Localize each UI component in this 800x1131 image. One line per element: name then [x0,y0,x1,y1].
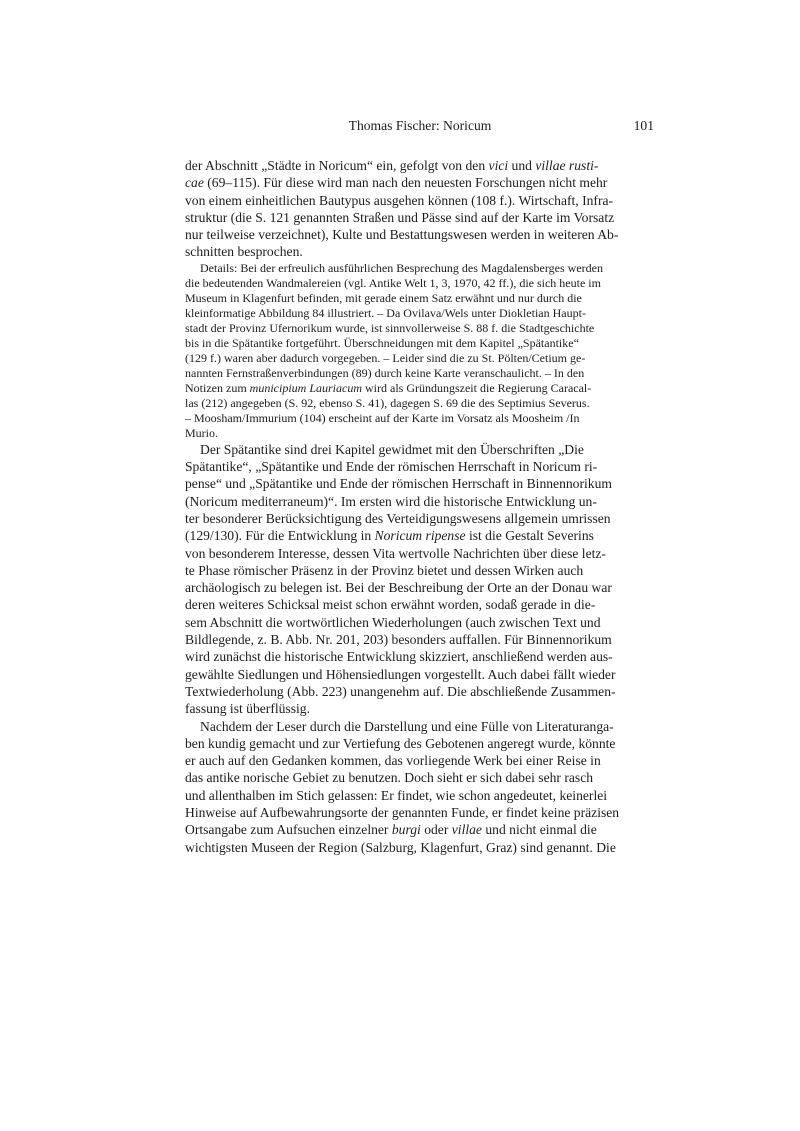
text-line: Bildlegende, z. B. Abb. Nr. 201, 203) besonders auffallen. Für Binnennorikum [185,632,612,648]
text-line: cae (69–115). Für diese wird man nach den neuesten Forschungen nicht mehr [185,175,608,191]
text-line: und allenthalben im Stich gelassen: Er findet, wie schon angedeutet, keinerlei [185,787,608,803]
paragraph [185,157,655,261]
text-line: (Noricum mediterraneum)“. Im ersten wird die historische Entwicklung un- [185,493,597,509]
text-line: Details: Bei der erfreulich ausführlichen Besprechung des Magdalensberges werden [200,260,603,275]
text-line: Der Spätantike sind drei Kapitel gewidmet mit den Überschriften „Die [200,441,584,457]
text-line: wichtigsten Museen der Region (Salzburg, Klagenfurt, Graz) sind genannt. Die [185,839,616,855]
text-line: nur teilweise verzeichnet), Kulte und Bestattungswesen werden in weiteren Ab- [185,227,619,243]
text-line: von besonderem Interesse, dessen Vita wertvolle Nachrichten über diese letz- [185,545,606,561]
running-head-title: Thomas Fischer: Noricum [348,118,492,133]
text-line: ter besonderer Berücksichtigung des Verteidigungswesens allgemein umrissen [185,510,611,526]
text-line: las (212) angegeben (S. 92, ebenso S. 41), dagegen S. 69 die des Septimius Severus. [185,395,590,410]
text-line: Notizen zum municipium Lauriacum wird als Gründungszeit die Regierung Caracal- [185,380,592,395]
text-line: der Abschnitt „Städte in Noricum“ ein, gefolgt von den vici und villae rusti- [185,158,599,173]
text-line: – Moosham/Immurium (104) erscheint auf der Karte im Vorsatz als Moosheim /In [185,410,580,425]
text-line: bis in die Spätantike fortgeführt. Überschneidungen mit dem Kapitel „Spätantike“ [185,335,579,350]
text-line: Textwiederholung (Abb. 223) unangenehm auf. Die abschließende Zusammen- [185,683,616,699]
text-line: Museum in Klagenfurt befinden, mit gerade einem Satz erwähnt und nur durch die [185,290,582,305]
text-block [185,157,655,856]
paragraph [185,441,655,718]
text-line: te Phase römischer Präsenz in der Provinz bietet und dessen Wirken auch [185,562,584,578]
text-line: Spätantike“, „Spätantike und Ende der römischen Herrschaft in Noricum ri- [185,459,598,475]
text-line: stadt der Provinz Ufernorikum wurde, ist sinnvollerweise S. 88 f. die Stadtgeschichte [185,320,595,335]
text-line: Murio. [185,425,218,440]
text-line: struktur (die S. 121 genannten Straßen und Pässe sind auf der Karte im Vorsatz [185,209,615,225]
paragraph [185,718,655,856]
text-line: das antike norische Gebiet zu benutzen. Doch sieht er sich dabei sehr rasch [185,770,594,786]
text-line: schnitten besprochen. [185,244,303,260]
page-number: 101 [633,118,654,133]
text-line: er auch auf den Gedanken kommen, das vorliegende Werk bei einer Reise in [185,753,601,769]
text-line: sem Abschnitt die wortwörtlichen Wiederholungen (auch zwischen Text und [185,614,601,630]
text-line: wird zunächst die historische Entwicklung skizziert, anschließend werden aus- [185,649,613,665]
text-line: deren weiteres Schicksal meist schon erwähnt worden, sodaß gerade in die- [185,597,596,613]
paragraph [185,261,655,441]
text-line: pense“ und „Spätantike und Ende der römischen Herrschaft in Binnennorikum [185,476,612,492]
text-line: fassung ist überflüssig. [185,701,310,717]
text-line: (129/130). Für die Entwicklung in Noricum ripense ist die Gestalt Severins [185,528,594,544]
text-line: nannten Fernstraßenverbindungen (89) durch keine Karte veranschaulicht. – In den [185,365,585,380]
text-line: von einem einheitlichen Bautypus ausgehen können (108 f.). Wirtschaft, Infra- [185,192,614,208]
text-line: archäologisch zu belegen ist. Bei der Beschreibung der Orte an der Donau war [185,580,612,596]
text-line: Hinweise auf Aufbewahrungsorte der genannten Funde, er findet keine präzisen [185,805,620,821]
text-line: (129 f.) waren aber dadurch vorgegeben. – Leider sind die zu St. Pölten/Cetium ge- [185,350,586,365]
text-line: ben kundig gemacht und zur Vertiefung des Gebotenen angeregt wurde, könnte [185,735,616,751]
running-head [185,117,655,135]
text-line: die bedeutenden Wandmalereien (vgl. Antike Welt 1, 3, 1970, 42 ff.), die sich heute im [185,275,601,290]
text-line: gewählte Siedlungen und Höhensiedlungen vorgestellt. Auch dabei fällt wieder [185,666,616,682]
text-line: Nachdem der Leser durch die Darstellung und eine Fülle von Literaturanga- [200,718,614,734]
text-line: Ortsangabe zum Aufsuchen einzelner burgi oder villae und nicht einmal die [185,822,597,838]
text-line: kleinformatige Abbildung 84 illustriert. – Da Ovilava/Wels unter Diokletian Haupt- [185,305,586,320]
